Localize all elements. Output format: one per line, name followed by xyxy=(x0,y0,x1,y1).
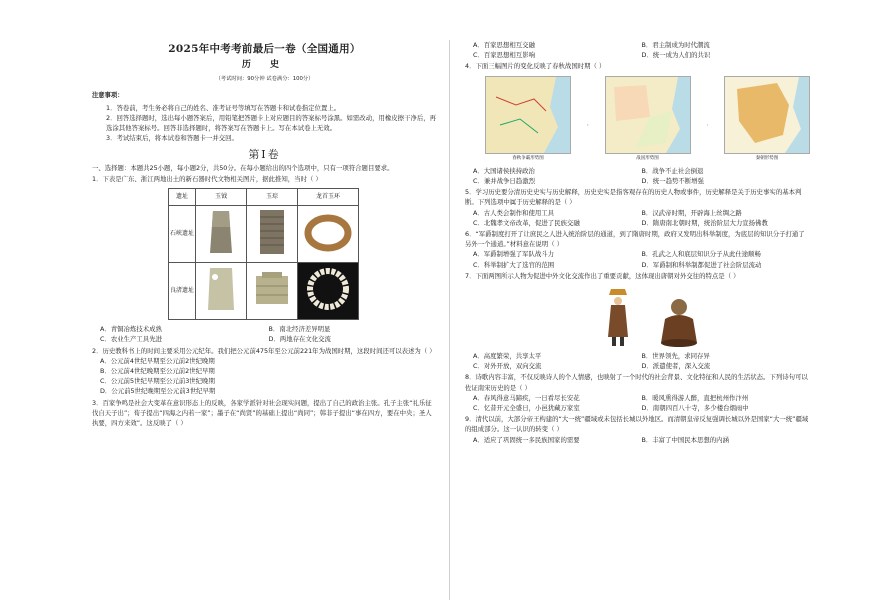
option[interactable]: C．忆昔开元全盛日，小邑犹藏万家室 xyxy=(473,404,580,413)
option[interactable]: B．公元前4世纪晚期至公元前2世纪早期 xyxy=(100,367,215,376)
table-header: 龙首玉环 xyxy=(298,189,359,206)
option[interactable]: C．公元前5世纪早期至公元前3世纪晚期 xyxy=(100,377,215,386)
table-header: 遗址 xyxy=(169,189,196,206)
option[interactable]: C．科举制扩大了选官的范围 xyxy=(473,260,555,269)
question-5-options xyxy=(465,208,810,228)
qin-dynasty-map xyxy=(724,76,810,154)
map-caption: 秦朝形势图 xyxy=(755,155,779,161)
option[interactable]: B．丰富了中国民本思想的内涵 xyxy=(641,435,729,444)
option[interactable]: A．大国诸侯挟持政治 xyxy=(473,166,535,175)
jade-ring-image xyxy=(298,263,359,320)
option[interactable]: D．统一趋势不断增强 xyxy=(641,177,704,186)
question-3-options xyxy=(465,40,810,60)
question-9-stem: 9．清代以前，大部分帝王构建的“大一统”疆域或未包括长城以外地区。而清朝皇帝反复强调长城以外是国家“大一统”疆域的组成部分。这一认识的转变（ ） xyxy=(465,415,809,434)
question-1-options xyxy=(92,324,437,344)
map-caption: 春秋争霸形势图 xyxy=(512,155,544,161)
site-name-cell xyxy=(169,263,196,320)
option[interactable]: B．孔武之人和底层知识分子从此仕途顺畅 xyxy=(641,250,761,259)
subject-title: 历 史 xyxy=(241,60,288,71)
option[interactable]: C．对外开放，双向交流 xyxy=(473,362,542,371)
map-figure xyxy=(724,76,810,164)
figures-row xyxy=(603,285,810,347)
notice-item: 3．考试结束后，将本试卷和答题卡一并交回。 xyxy=(106,134,238,143)
option[interactable]: A．军爵制增强了军队战斗力 xyxy=(473,250,555,259)
section-intro: 一、选择题：本题共25小题，每小题2分，共50分。在每小题给出的四个选项中，只有一项符合题目要求。 xyxy=(92,163,394,172)
option[interactable]: A．高度繁荣，共享太平 xyxy=(473,352,542,361)
site-name: 石峡遗址 xyxy=(169,230,194,238)
question-7-options xyxy=(465,351,810,371)
option[interactable]: A．百家思想相互交融 xyxy=(473,41,535,49)
option[interactable]: A．青铜冶炼技术成熟 xyxy=(100,325,162,334)
seated-monk-figure xyxy=(659,293,699,347)
question-1-stem: 1．下表是广东、浙江两地出土的新石器时代文物相关图片，据此推知，当时（ ） xyxy=(92,175,322,184)
jade-cong-image xyxy=(247,206,298,263)
exam-info: （考试时间：90分钟 试卷满分：100分） xyxy=(215,76,314,83)
notice-heading: 注意事项： xyxy=(92,91,124,99)
question-3-stem: 3．百家争鸣是社会大变革在意识形态上的反映，各家学派针对社会现实问题，提出了自己的政治主张。孔子主张“礼乐征伐自天子出”；荀子提出“四海之内若一家”；墨子在“尚贤”的基础上提出“尚同”；韩非子提出“事在四方，要在中央；圣人执要，四方来效”。这反映了（ ） xyxy=(92,398,432,428)
question-6-stem: 6．“军爵制度打开了让庶民之人进入统治阶层的通道，到了隋唐时期，政府又发明出科举制度，为底层的知识分子打通了另外一个通道。”材料意在说明（ ） xyxy=(465,230,805,249)
arrow-right-icon xyxy=(707,120,709,130)
arrow-right-icon xyxy=(587,120,589,130)
monk-traveler-figure xyxy=(603,285,633,347)
question-8-stem: 8．诗歌内容丰富，不仅反映诗人的个人情感，也映射了一个时代的社会背景、文化特征和人民的生活状态。下列诗句可以佐证南宋历史的是（ ） xyxy=(465,373,808,392)
jade-cong-image xyxy=(247,263,298,320)
table-header: 玉琮 xyxy=(247,189,298,206)
option[interactable]: D．统一成为人们的共识 xyxy=(641,51,711,60)
map-sequence xyxy=(485,76,810,164)
option[interactable]: D．两地存在文化交流 xyxy=(268,335,331,344)
question-2-stem: 2．历史教科书上的时间主要采用公元纪年。我们把公元前475年至公元前221年为战国时期，这段时间还可以表述为（ ） xyxy=(92,346,436,355)
option[interactable]: C．农业生产工具先进 xyxy=(100,335,162,344)
question-7-stem: 7．下面两图所示人物为促进中外文化交流作出了重要贡献，这体现出唐朝对外交往的特点是（ ） xyxy=(465,271,740,280)
jade-axe-image xyxy=(196,263,247,320)
exam-title: 2025年中考考前最后一卷（全国通用） xyxy=(168,43,361,55)
relics-table xyxy=(168,188,359,320)
option[interactable]: B．君主制成为时代潮流 xyxy=(641,41,710,49)
jade-ring-image xyxy=(298,206,359,263)
site-name-cell xyxy=(169,206,196,263)
option[interactable]: B．南北经济差异明显 xyxy=(268,325,331,334)
question-8-options xyxy=(465,393,810,413)
question-9-options xyxy=(465,435,810,445)
spring-autumn-map xyxy=(485,76,571,154)
question-6-options xyxy=(465,249,810,269)
right-column xyxy=(465,40,810,445)
option[interactable]: A．春风得意马蹄疾，一日看尽长安花 xyxy=(473,393,580,402)
section-title: 第Ⅰ卷 xyxy=(248,147,281,161)
option[interactable]: D．派遣使者，深入交流 xyxy=(641,362,711,371)
option[interactable]: A．公元前4世纪早期至公元前2世纪晚期 xyxy=(100,356,215,365)
question-4-stem: 4．下面三幅图片的变化反映了春秋战国时期（ ） xyxy=(465,62,606,71)
option[interactable]: D．南朝四百八十寺，多少楼台烟雨中 xyxy=(641,404,749,413)
map-caption: 战国形势图 xyxy=(636,155,659,161)
option[interactable]: D．公元前5世纪晚期至公元前3世纪早期 xyxy=(100,387,216,396)
question-2-options xyxy=(92,356,437,397)
jade-axe-image xyxy=(196,206,247,263)
question-4-options xyxy=(465,166,810,186)
option[interactable]: C．兼并战争日趋激烈 xyxy=(473,177,535,186)
question-5-stem: 5．学习历史要分清历史史实与历史解释，历史史实是指客观存在的历史人物或事件，历史解释是关于历史事实的基本判断。下列选项中属于历史解释的是（ ） xyxy=(465,188,802,207)
option[interactable]: B．世界领先，求同存异 xyxy=(641,352,710,361)
option[interactable]: A．古人类会制作和使用工具 xyxy=(473,208,555,217)
warring-states-map xyxy=(605,76,691,154)
option[interactable]: B．战争不止社会倒退 xyxy=(641,166,704,175)
option[interactable]: D．军爵制和科举制都促进了社会阶层流动 xyxy=(641,260,762,269)
option[interactable]: C．北魏孝文帝改革，促进了民族交融 xyxy=(473,218,580,227)
option[interactable]: D．隋唐南北朝时期，统治阶层大力宣扬佛教 xyxy=(641,218,768,227)
left-column xyxy=(92,40,437,428)
option[interactable]: B．暖风熏得游人醉，直把杭州作汴州 xyxy=(641,393,749,402)
site-name: 良渚遗址 xyxy=(169,287,194,295)
column-divider xyxy=(449,40,450,600)
option[interactable]: A．适应了巩固统一多民族国家的需要 xyxy=(473,435,580,444)
map-figure xyxy=(485,76,571,164)
notice-item: 2．回答选择题时，选出每小题答案后，用铅笔把答题卡上对应题目的答案标号涂黑。如需改动，用橡皮擦干净后，再选涂其他答案标号。回答非选择题时，将答案写在答题卡上。写在本试卷上无效。 xyxy=(106,114,436,133)
notice-item: 1．答卷前，考生务必将自己的姓名、准考证号等填写在答题卡和试卷指定位置上。 xyxy=(106,103,341,112)
table-header: 玉钺 xyxy=(196,189,247,206)
option[interactable]: C．百家思想相互影响 xyxy=(473,51,535,60)
map-figure xyxy=(605,76,691,164)
option[interactable]: B．汉武帝时期，开辟海上丝绸之路 xyxy=(641,208,742,217)
